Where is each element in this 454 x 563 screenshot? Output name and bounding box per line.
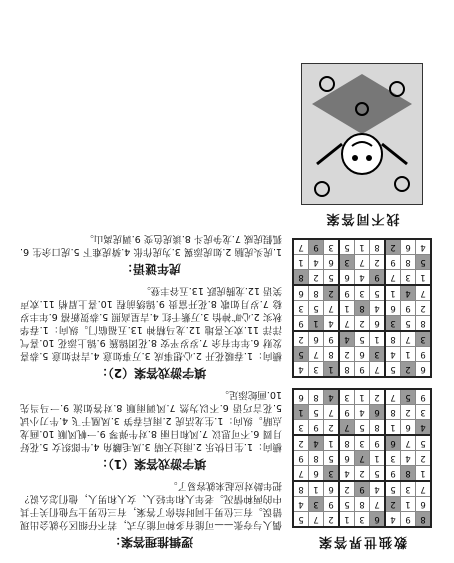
sudoku-cell: 8 <box>293 270 309 286</box>
sudoku-cell: 3 <box>355 285 370 301</box>
sudoku-cell: 9 <box>339 285 355 301</box>
sudoku-grid-1 <box>292 388 432 528</box>
sudoku-cell: 4 <box>416 420 432 436</box>
sudoku-cell: 4 <box>309 435 324 451</box>
sudoku-cell: 6 <box>385 301 401 316</box>
sudoku-cell: 7 <box>339 420 355 436</box>
sudoku-cell: 9 <box>293 316 309 332</box>
sudoku-cell: 5 <box>370 466 386 482</box>
sudoku-cell: 6 <box>370 405 386 420</box>
sudoku-cell: 7 <box>339 316 355 332</box>
sudoku-cell: 8 <box>324 347 340 362</box>
sudoku-cell: 6 <box>293 389 309 405</box>
sudoku-row <box>293 270 431 286</box>
sudoku-row <box>293 316 431 332</box>
sudoku-cell: 8 <box>339 435 355 451</box>
sudoku-cell: 8 <box>309 451 324 466</box>
sudoku-cell: 3 <box>401 481 416 497</box>
sudoku-cell: 7 <box>324 301 340 316</box>
sudoku-row <box>293 466 431 482</box>
sudoku-cell: 3 <box>324 239 340 255</box>
sudoku-cell: 6 <box>401 239 416 255</box>
sudoku-cell: 2 <box>339 481 355 497</box>
sudoku-row <box>293 389 431 405</box>
sudoku-cell: 4 <box>293 362 309 378</box>
sudoku-row <box>293 512 431 528</box>
sudoku-cell: 8 <box>385 331 401 347</box>
sudoku-row <box>293 301 431 316</box>
sudoku-cell: 2 <box>339 347 355 362</box>
crossword1-title: 填字游戏答案（1）： <box>95 457 207 471</box>
sudoku-cell: 1 <box>416 466 432 482</box>
sudoku-cell: 4 <box>370 301 386 316</box>
sudoku-grid-2 <box>292 238 432 378</box>
sudoku-cell: 1 <box>370 451 386 466</box>
diff-title: 找不同答案 <box>324 211 400 226</box>
sudoku-cell: 3 <box>385 451 401 466</box>
sudoku-cell: 9 <box>416 389 432 405</box>
sudoku-cell: 3 <box>324 466 340 482</box>
sudoku-cell: 6 <box>309 331 324 347</box>
right-column <box>20 226 282 555</box>
riddle-section <box>20 232 282 278</box>
sudoku-cell: 9 <box>293 451 309 466</box>
sudoku-cell: 4 <box>339 466 355 482</box>
crossword1-section <box>20 388 282 473</box>
sudoku-cell: 6 <box>324 481 340 497</box>
sudoku-cell: 1 <box>355 239 370 255</box>
sudoku-cell: 2 <box>401 405 416 420</box>
sudoku-cell: 7 <box>416 481 432 497</box>
sudoku-cell: 1 <box>324 362 340 378</box>
sudoku-cell: 5 <box>324 270 340 286</box>
sudoku-cell: 7 <box>401 435 416 451</box>
sudoku-cell: 9 <box>385 466 401 482</box>
sudoku-cell: 3 <box>401 270 416 286</box>
sudoku-cell: 5 <box>416 255 432 270</box>
sudoku-cell: 6 <box>339 270 355 286</box>
sudoku-cell: 4 <box>293 497 309 512</box>
sudoku-cell: 6 <box>370 316 386 332</box>
sudoku-cell: 1 <box>355 389 370 405</box>
sudoku-cell: 9 <box>355 362 370 378</box>
sudoku-cell: 3 <box>293 301 309 316</box>
sudoku-cell: 7 <box>370 497 386 512</box>
sudoku-cell: 2 <box>416 301 432 316</box>
sudoku-cell: 7 <box>309 512 324 528</box>
sudoku-cell: 8 <box>355 301 370 316</box>
sudoku-cell: 8 <box>401 255 416 270</box>
sudoku-cell: 2 <box>385 239 401 255</box>
sudoku-cell: 8 <box>309 285 324 301</box>
sudoku-cell: 7 <box>401 331 416 347</box>
sudoku-cell: 2 <box>293 435 309 451</box>
sudoku-cell: 4 <box>385 347 401 362</box>
sudoku-cell: 7 <box>416 285 432 301</box>
sudoku-cell: 7 <box>324 405 340 420</box>
sudoku-cell: 1 <box>385 285 401 301</box>
sudoku-row <box>293 362 431 378</box>
sudoku-cell: 1 <box>309 316 324 332</box>
sudoku-cell: 5 <box>401 389 416 405</box>
sudoku-cell: 1 <box>416 270 432 286</box>
sudoku-cell: 6 <box>385 435 401 451</box>
sudoku-cell: 9 <box>355 481 370 497</box>
sudoku-row <box>293 420 431 436</box>
sudoku-cell: 4 <box>324 389 340 405</box>
sudoku-cell: 1 <box>370 331 386 347</box>
logic-text: 偶人与夸张——可能有多种可能方式，若不仔细区分就会出现错误。有三位男士同时给你了答案，有三位男士写他们关于其中的两种情况。老年人和年轻人、女人和男人，他们怎么说？把年龄对应起来就容易了。 <box>20 480 282 530</box>
sudoku-cell: 5 <box>385 481 401 497</box>
sudoku-cell: 6 <box>416 497 432 512</box>
sudoku-cell: 8 <box>416 316 432 332</box>
riddle-text: 1.虎头虎脑 2.如虎添翼 3.为虎作伥 4.骑虎难下 5.虎口余生 6.狐假虎威 7.龙争虎斗 8.谈虎色变 9.调虎离山。 <box>20 233 282 257</box>
sudoku-cell: 5 <box>370 285 386 301</box>
sudoku-title: 数独世界答案 <box>317 534 408 549</box>
sudoku-cell: 4 <box>370 481 386 497</box>
sudoku-cell: 9 <box>370 270 386 286</box>
sudoku-cell: 5 <box>416 435 432 451</box>
sudoku-cell: 5 <box>293 347 309 362</box>
sudoku-cell: 3 <box>339 255 355 270</box>
sudoku-cell: 1 <box>293 405 309 420</box>
sudoku-cell: 5 <box>309 405 324 420</box>
sudoku-cell: 9 <box>370 435 386 451</box>
sudoku-cell: 2 <box>324 512 340 528</box>
sudoku-row <box>293 255 431 270</box>
sudoku-cell: 9 <box>309 420 324 436</box>
logic-title: 逻辑推理答案： <box>109 535 194 549</box>
sudoku-cell: 1 <box>324 435 340 451</box>
sudoku-cell: 7 <box>293 239 309 255</box>
sudoku-cell: 3 <box>385 316 401 332</box>
crossword2-text: 横向：1.春暖花开 2.心想事成 3.万事如意 4.吉祥如意 5.恭喜发财 6.年年有余 7.岁岁平安 8.花团锦簇 9.锦上添花 10.喜气洋洋 11.欢天喜地 12.龙马精神 13.五福临门。纵向：1.春华秋实 2.心旷神怡 3.万紫千红 4.吉星高照 5.恭贺新禧 6.年丰岁稔 7.岁月如歌 8.花开富贵 9.锦绣前程 10.喜上眉梢 11.欢声笑语 12.龙腾虎跃 13.五谷丰登。 <box>20 285 282 361</box>
sudoku-cell: 6 <box>309 466 324 482</box>
sudoku-cell: 2 <box>370 255 386 270</box>
sudoku-cell: 4 <box>309 255 324 270</box>
sudoku-cell: 5 <box>309 301 324 316</box>
sudoku-cell: 3 <box>309 497 324 512</box>
sudoku-cell: 4 <box>355 405 370 420</box>
cartoon-drawing <box>302 64 422 204</box>
sudoku-row <box>293 285 431 301</box>
sudoku-cell: 2 <box>385 497 401 512</box>
sudoku-cell: 6 <box>370 512 386 528</box>
sudoku-row <box>293 331 431 347</box>
sudoku-cell: 5 <box>355 331 370 347</box>
sudoku-cell: 5 <box>355 420 370 436</box>
left-column <box>292 63 432 555</box>
sudoku-cell: 3 <box>370 347 386 362</box>
sudoku-cell: 3 <box>309 362 324 378</box>
sudoku-cell: 9 <box>401 301 416 316</box>
sudoku-cell: 2 <box>401 362 416 378</box>
sudoku-cell: 3 <box>355 512 370 528</box>
crossword1-text: 横向：1.生日快乐 2.雨过天晴 3.凤毛麟角 4.牛郎织女 5.花好月圆 6.不可思议 7.风和日丽 8.对牛弹琴 9.一帆风顺 10.画龙点睛。纵向：1.生龙活虎 2.雨后春笋 3.凤凰于飞 4.牛刀小试 5.花言巧语 6.不以为然 7.风调雨顺 8.对答如流 9.一马当先 10.画蛇添足。 <box>20 389 282 452</box>
sudoku-row <box>293 347 431 362</box>
sudoku-cell: 3 <box>293 420 309 436</box>
sudoku-cell: 1 <box>339 301 355 316</box>
sudoku-cell: 8 <box>355 497 370 512</box>
sudoku-cell: 1 <box>293 255 309 270</box>
sudoku-cell: 8 <box>385 405 401 420</box>
sudoku-cell: 4 <box>401 451 416 466</box>
sudoku-cell: 7 <box>293 466 309 482</box>
sudoku-cell: 2 <box>355 316 370 332</box>
sudoku-cell: 9 <box>309 239 324 255</box>
sudoku-cell: 9 <box>385 255 401 270</box>
sudoku-cell: 1 <box>339 512 355 528</box>
sudoku-cell: 4 <box>355 270 370 286</box>
sudoku-cell: 5 <box>293 512 309 528</box>
sudoku-cell: 4 <box>324 316 340 332</box>
sudoku-cell: 9 <box>339 405 355 420</box>
sudoku-cell: 2 <box>324 285 340 301</box>
sudoku-row <box>293 451 431 466</box>
logic-section <box>20 479 282 551</box>
sudoku-cell: 7 <box>355 451 370 466</box>
sudoku-cell: 5 <box>401 316 416 332</box>
sudoku-cell: 7 <box>370 362 386 378</box>
sudoku-cell: 6 <box>324 255 340 270</box>
sudoku-cell: 9 <box>324 331 340 347</box>
sudoku-cell: 3 <box>355 435 370 451</box>
crossword2-title: 填字游戏答案（2）： <box>95 366 207 380</box>
sudoku-cell: 1 <box>385 420 401 436</box>
sudoku-cell: 8 <box>401 466 416 482</box>
sudoku-row <box>293 239 431 255</box>
sudoku-cell: 8 <box>293 481 309 497</box>
sudoku-cell: 7 <box>385 389 401 405</box>
sudoku-row <box>293 435 431 451</box>
sudoku-cell: 3 <box>339 389 355 405</box>
sudoku-cell: 5 <box>339 239 355 255</box>
cartoon-image <box>301 63 423 205</box>
sudoku-cell: 4 <box>385 512 401 528</box>
sudoku-cell: 9 <box>401 512 416 528</box>
sudoku-cell: 1 <box>309 481 324 497</box>
sudoku-cell: 8 <box>309 389 324 405</box>
sudoku-cell: 5 <box>339 497 355 512</box>
sudoku-cell: 4 <box>401 285 416 301</box>
sudoku-cell: 8 <box>370 239 386 255</box>
sudoku-cell: 9 <box>416 347 432 362</box>
sudoku-cell: 2 <box>355 466 370 482</box>
sudoku-cell: 7 <box>355 255 370 270</box>
sudoku-cell: 9 <box>324 497 340 512</box>
sudoku-cell: 7 <box>385 270 401 286</box>
sudoku-cell: 6 <box>416 362 432 378</box>
sudoku-cell: 8 <box>370 420 386 436</box>
sudoku-cell: 3 <box>416 331 432 347</box>
sudoku-cell: 6 <box>355 347 370 362</box>
sudoku-cell: 2 <box>370 389 386 405</box>
sudoku-cell: 5 <box>385 362 401 378</box>
sudoku-cell: 6 <box>401 420 416 436</box>
sudoku-cell: 4 <box>416 239 432 255</box>
sudoku-row <box>293 497 431 512</box>
sudoku-cell: 1 <box>401 347 416 362</box>
sudoku-cell: 8 <box>339 362 355 378</box>
riddle-title: 虎年谜语： <box>121 262 182 276</box>
sudoku-cell: 6 <box>339 451 355 466</box>
sudoku-cell: 4 <box>339 331 355 347</box>
crossword2-section <box>20 284 282 382</box>
sudoku-cell: 6 <box>293 285 309 301</box>
sudoku-cell: 8 <box>416 512 432 528</box>
sudoku-cell: 5 <box>324 451 340 466</box>
sudoku-cell: 2 <box>293 331 309 347</box>
sudoku-cell: 2 <box>309 270 324 286</box>
sudoku-cell: 1 <box>401 497 416 512</box>
sudoku-cell: 3 <box>416 405 432 420</box>
sudoku-cell: 7 <box>309 347 324 362</box>
sudoku-cell: 2 <box>416 451 432 466</box>
sudoku-cell: 2 <box>324 420 340 436</box>
sudoku-row <box>293 405 431 420</box>
sudoku-row <box>293 481 431 497</box>
